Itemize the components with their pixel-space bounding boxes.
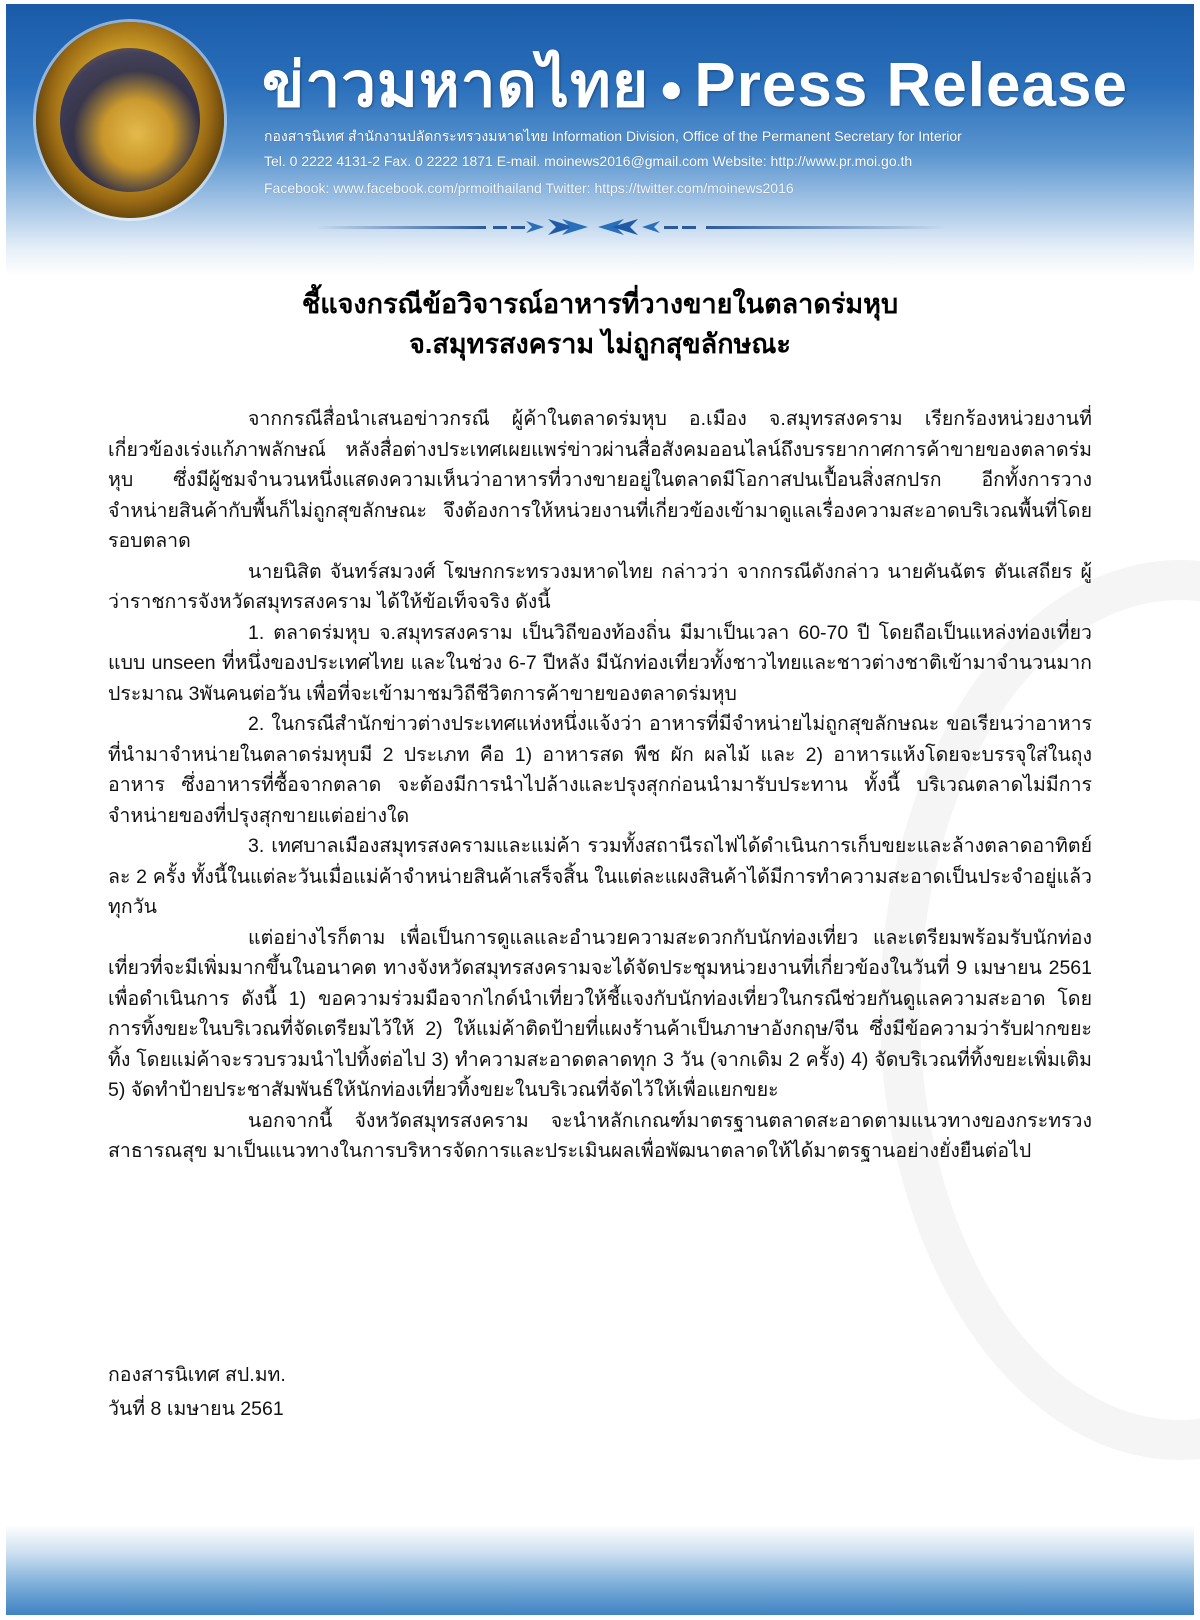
paragraph-fact-3: 3. เทศบาลเมืองสมุทรสงครามและแม่ค้า รวมทั้งสถานีรถไฟได้ดำเนินการเก็บขยะและล้างตลาดอาทิตย์ละ 2 ครั้ง ทั้งนี้ในแต่ละวันเมื่อแม่ค้าจำหน่ายสินค้าเสร็จสิ้น ในแต่ละแผงสินค้าได้มีการทำความสะอาดเป็นประจำอยู่แล้วทุกวัน [108, 835, 1092, 918]
masthead-header [6, 4, 1194, 276]
document-title [0, 284, 1200, 364]
masthead-org-line: กองสารนิเทศ สำนักงานปลัดกระทรวงมหาดไทย Information Division, Office of the Permanent Secretary for Interior [264, 128, 962, 144]
paragraph-intro: จากกรณีสื่อนำเสนอข่าวกรณี ผู้ค้าในตลาดร่มหุบ อ.เมือง จ.สมุทรสงคราม เรียกร้องหน่วยงานที่เกี่ยวข้องเร่งแก้ภาพลักษณ์ หลังสื่อต่างประเทศเผยแพร่ข่าวผ่านสื่อสังคมออนไลน์ถึงบรรยากาศการค้าขายของตลาดร่มหุบ ซึ่งมีผู้ชมจำนวนหนึ่งแสดงความเห็นว่าอาหารที่วางขายอยู่ในตลาดมีโอกาสปนเปื้อนสิ่งสกปรก อีกทั้งการวางจำหน่ายสินค้ากับพื้นก็ไม่ถูกสุขลักษณะ จึงต้องการให้หน่วยงานที่เกี่ยวข้องเข้ามาดูแลเรื่องความสะอาดบริเวณพื้นที่โดยรอบตลาด [108, 408, 1092, 552]
paragraph-spokesperson: นายนิสิต จันทร์สมวงศ์ โฆษกกระทรวงมหาดไทย กล่าวว่า จากกรณีดังกล่าว นายคันฉัตร ตันเสถียร ผู้ว่าราชการจังหวัดสมุทรสงคราม ได้ให้ข้อเท็จจริง ดังนี้ [108, 560, 1092, 613]
bullet-icon: ● [659, 67, 685, 112]
paragraph-measures: แต่อย่างไรก็ตาม เพื่อเป็นการดูแลและอำนวยความสะดวกกับนักท่องเที่ยว และเตรียมพร้อมรับนักท่องเที่ยวที่จะมีเพิ่มมากขึ้นในอนาคต ทางจังหวัดสมุทรสงครามจะได้จัดประชุมหน่วยงานที่เกี่ยวข้องในวันที่ 9 เมษายน 2561 เพื่อดำเนินการ ดังนี้ 1) ขอความร่วมมือจากไกด์นำเที่ยวให้ชี้แจงกับนักท่องเที่ยวในกรณีช่วยกันดูแลความสะอาด โดยการทิ้งขยะในบริเวณที่จัดเตรียมไว้ให้ 2) ให้แม่ค้าติดป้ายที่แผงร้านค้าเป็นภาษาอังกฤษ/จีน ซึ่งมีข้อความว่ารับฝากขยะทิ้ง โดยแม่ค้าจะรวบรวมนำไปทิ้งต่อไป 3) ทำความสะอาดตลาดทุก 3 วัน (จากเดิม 2 ครั้ง) 4) จัดบริเวณที่ทิ้งขยะเพิ่มเติม 5) จัดทำป้ายประชาสัมพันธ์ให้นักท่องเที่ยวทิ้งขยะในบริเวณที่จัดไว้ให้เพื่อแยกขยะ [108, 926, 1092, 1101]
masthead-contact-line: Tel. 0 2222 4131-2 Fax. 0 2222 1871 E-mail. moinews2016@gmail.com Website: http://www.pr.moi.go.th [264, 153, 913, 169]
ornamental-divider-icon [306, 216, 956, 238]
paragraph-conclusion: นอกจากนี้ จังหวัดสมุทรสงคราม จะนำหลักเกณฑ์มาตรฐานตลาดสะอาดตามแนวทางของกระทรวงสาธารณสุข มาเป็นแนวทางในการบริหารจัดการและประเมินผลเพื่อพัฒนาตลาดให้ได้มาตรฐานอย่างยั่งยืนต่อไป [108, 1109, 1092, 1162]
masthead-title [262, 36, 1128, 134]
masthead-title-english: Press Release [694, 51, 1128, 120]
document-body [108, 404, 1092, 1167]
masthead-title-thai: ข่าวมหาดไทย [262, 51, 650, 120]
document-title-line-1: ชี้แจงกรณีข้อวิจารณ์อาหารที่วางขายในตลาดร่มหุบ [301, 289, 899, 319]
document-title-line-2: จ.สมุทรสงคราม ไม่ถูกสุขลักษณะ [409, 329, 791, 359]
seal-emblem-icon [60, 48, 200, 192]
signature-date: วันที่ 8 เมษายน 2561 [108, 1398, 284, 1420]
ministry-seal-icon [36, 22, 224, 218]
footer-gradient-band [6, 1525, 1194, 1615]
signature-block [108, 1358, 286, 1426]
paragraph-fact-2: 2. ในกรณีสำนักข่าวต่างประเทศแห่งหนึ่งแจ้งว่า อาหารที่มีจำหน่ายไม่ถูกสุขลักษณะ ขอเรียนว่าอาหารที่นำมาจำหน่ายในตลาดร่มหุบมี 2 ประเภท คือ 1) อาหารสด พืช ผัก ผลไม้ และ 2) อาหารแห้งโดยจะบรรจุใส่ในถุงอาหาร ซึ่งอาหารที่ซื้อจากตลาด จะต้องมีการนำไปล้างและปรุงสุกก่อนนำมารับประทาน ทั้งนี้ บริเวณตลาดไม่มีการจำหน่ายของที่ปรุงสุกขายแต่อย่างใด [108, 713, 1092, 827]
paragraph-fact-1: 1. ตลาดร่มหุบ จ.สมุทรสงคราม เป็นวิถีของท้องถิ่น มีมาเป็นเวลา 60-70 ปี โดยถือเป็นแหล่งท่องเที่ยวแบบ unseen ที่หนึ่งของประเทศไทย และในช่วง 6-7 ปีหลัง มีนักท่องเที่ยวทั้งชาวไทยและชาวต่างชาติเข้ามาจำนวนมาก ประมาณ 3พันคนต่อวัน เพื่อที่จะเข้ามาชมวิถีชีวิตการค้าขายของตลาดร่มหุบ [108, 621, 1092, 705]
masthead-social-line: Facebook: www.facebook.com/prmoithailand Twitter: https://twitter.com/moinews2016 [264, 180, 794, 196]
signature-org: กองสารนิเทศ สป.มท. [108, 1364, 286, 1386]
